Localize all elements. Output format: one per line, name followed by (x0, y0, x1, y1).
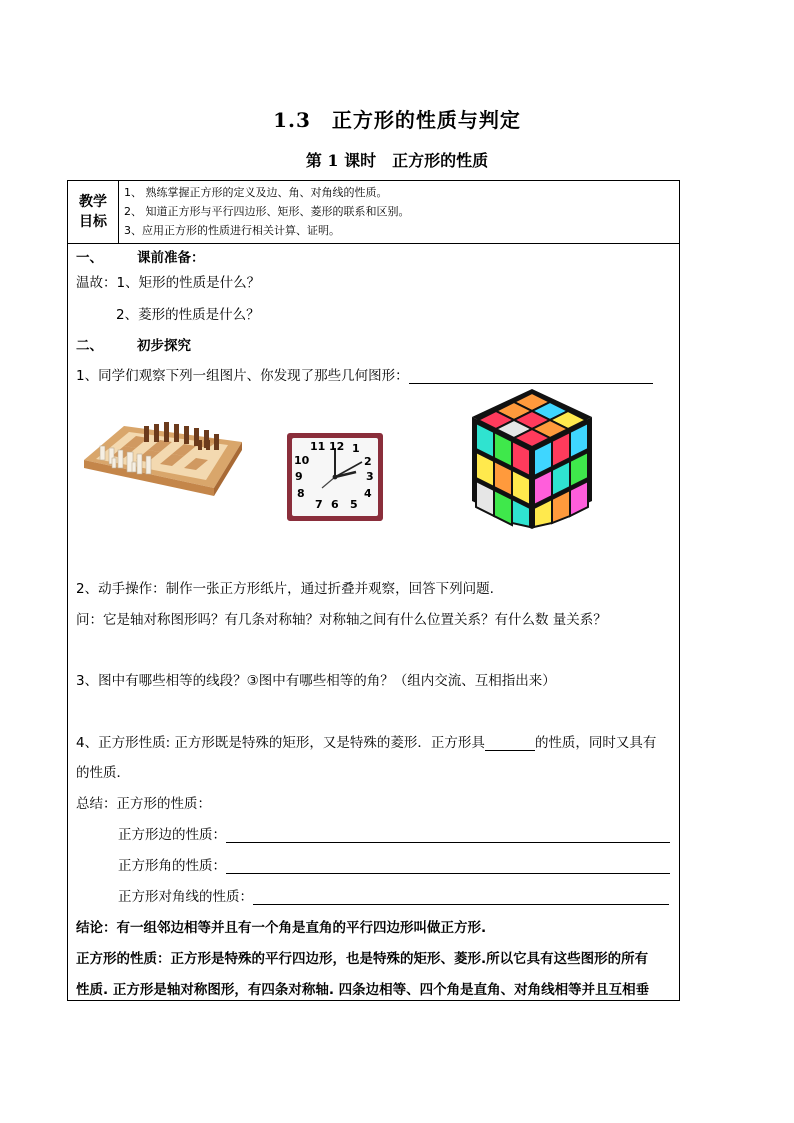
question-2: 2、动手操作：制作一张正方形纸片，通过折叠并观察，回答下列问题. (76, 581, 494, 597)
answer-blank[interactable] (485, 735, 535, 751)
clock-numeral: 9 (295, 470, 303, 483)
question-3: 3、图中有哪些相等的线段？③图中有哪些相等的角？（组内交流、互相指出来） (76, 673, 556, 689)
rubiks-cube-image (462, 383, 602, 531)
chessboard-image (82, 412, 248, 502)
angle-property-label: 正方形角的性质： (118, 858, 226, 874)
clock-numeral: 12 (329, 440, 345, 453)
clock-numeral: 7 (315, 498, 323, 511)
clock-numeral: 10 (294, 454, 310, 467)
properties-line-1: 正方形的性质：正方形是特殊的平行四边形，也是特殊的矩形、菱形.所以它具有这些图形的所有 (76, 951, 649, 967)
question-1 (76, 364, 653, 384)
goal-item: 2、 知道正方形与平行四边形、矩形、菱形的联系和区别。 (124, 205, 410, 218)
goal-item: 3、应用正方形的性质进行相关计算、证明。 (124, 224, 340, 237)
answer-blank[interactable] (226, 827, 670, 843)
section-heading-prep (76, 246, 205, 266)
goals-label: 教学目标 (79, 194, 107, 230)
question-4-text: 4、正方形性质: 正方形既是特殊的矩形，又是特殊的菱形．正方形具 (76, 735, 485, 751)
review-question-1: 温故：1、矩形的性质是什么？ (76, 275, 261, 291)
clock-numeral: 3 (366, 470, 374, 483)
answer-blank[interactable] (409, 368, 653, 384)
page-title: 1.3 正方形的性质与判定 (273, 108, 521, 132)
answer-blank[interactable] (226, 858, 670, 874)
conclusion: 结论：有一组邻边相等并且有一个角是直角的平行四边形叫做正方形. (76, 920, 487, 936)
section-title: 初步探究 (137, 338, 191, 354)
clock-numeral: 2 (364, 455, 372, 468)
clock-image (286, 432, 384, 522)
clock-numeral: 4 (364, 487, 372, 500)
summary-heading: 总结：正方形的性质： (76, 796, 211, 812)
section-number: 一、 (76, 250, 103, 266)
lesson-table (67, 180, 680, 1001)
review-question-2: 2、菱形的性质是什么？ (116, 307, 260, 323)
question-4 (76, 731, 656, 751)
lesson-subtitle: 第 1 课时 正方形的性质 (305, 151, 489, 170)
clock-numeral: 11 (310, 440, 326, 453)
side-property (118, 823, 670, 843)
question-2-ask: 问：它是轴对称图形吗？有几条对称轴？对称轴之间有什么位置关系？有什么数 量关系？ (76, 612, 607, 628)
diagonal-property-label: 正方形对角线的性质： (118, 889, 253, 905)
section-heading-explore (76, 334, 191, 354)
section-title: 课前准备： (137, 250, 205, 266)
goals-label-cell (68, 181, 119, 243)
goals-list (124, 183, 674, 240)
side-property-label: 正方形边的性质： (118, 827, 226, 843)
question-4-text: 的性质，同时又具有 (534, 735, 657, 751)
clock-numeral: 1 (352, 442, 360, 455)
angle-property (118, 854, 670, 874)
question-4-cont: 的性质． (76, 765, 130, 781)
goal-item: 1、 熟练掌握正方形的定义及边、角、对角线的性质。 (124, 186, 388, 199)
section-number: 二、 (76, 338, 103, 354)
row-divider (68, 243, 679, 244)
question-1-text: 1、同学们观察下列一组图片、你发现了那些几何图形： (76, 368, 409, 384)
clock-numeral: 5 (350, 498, 358, 511)
answer-blank[interactable] (253, 889, 669, 905)
diagonal-property (118, 885, 669, 905)
clock-numeral: 8 (297, 487, 305, 500)
properties-line-2: 性质. 正方形是轴对称图形，有四条对称轴. 四条边相等、四个角是直角、对角线相等并且互相垂 (76, 982, 650, 998)
clock-numeral: 6 (331, 498, 339, 511)
